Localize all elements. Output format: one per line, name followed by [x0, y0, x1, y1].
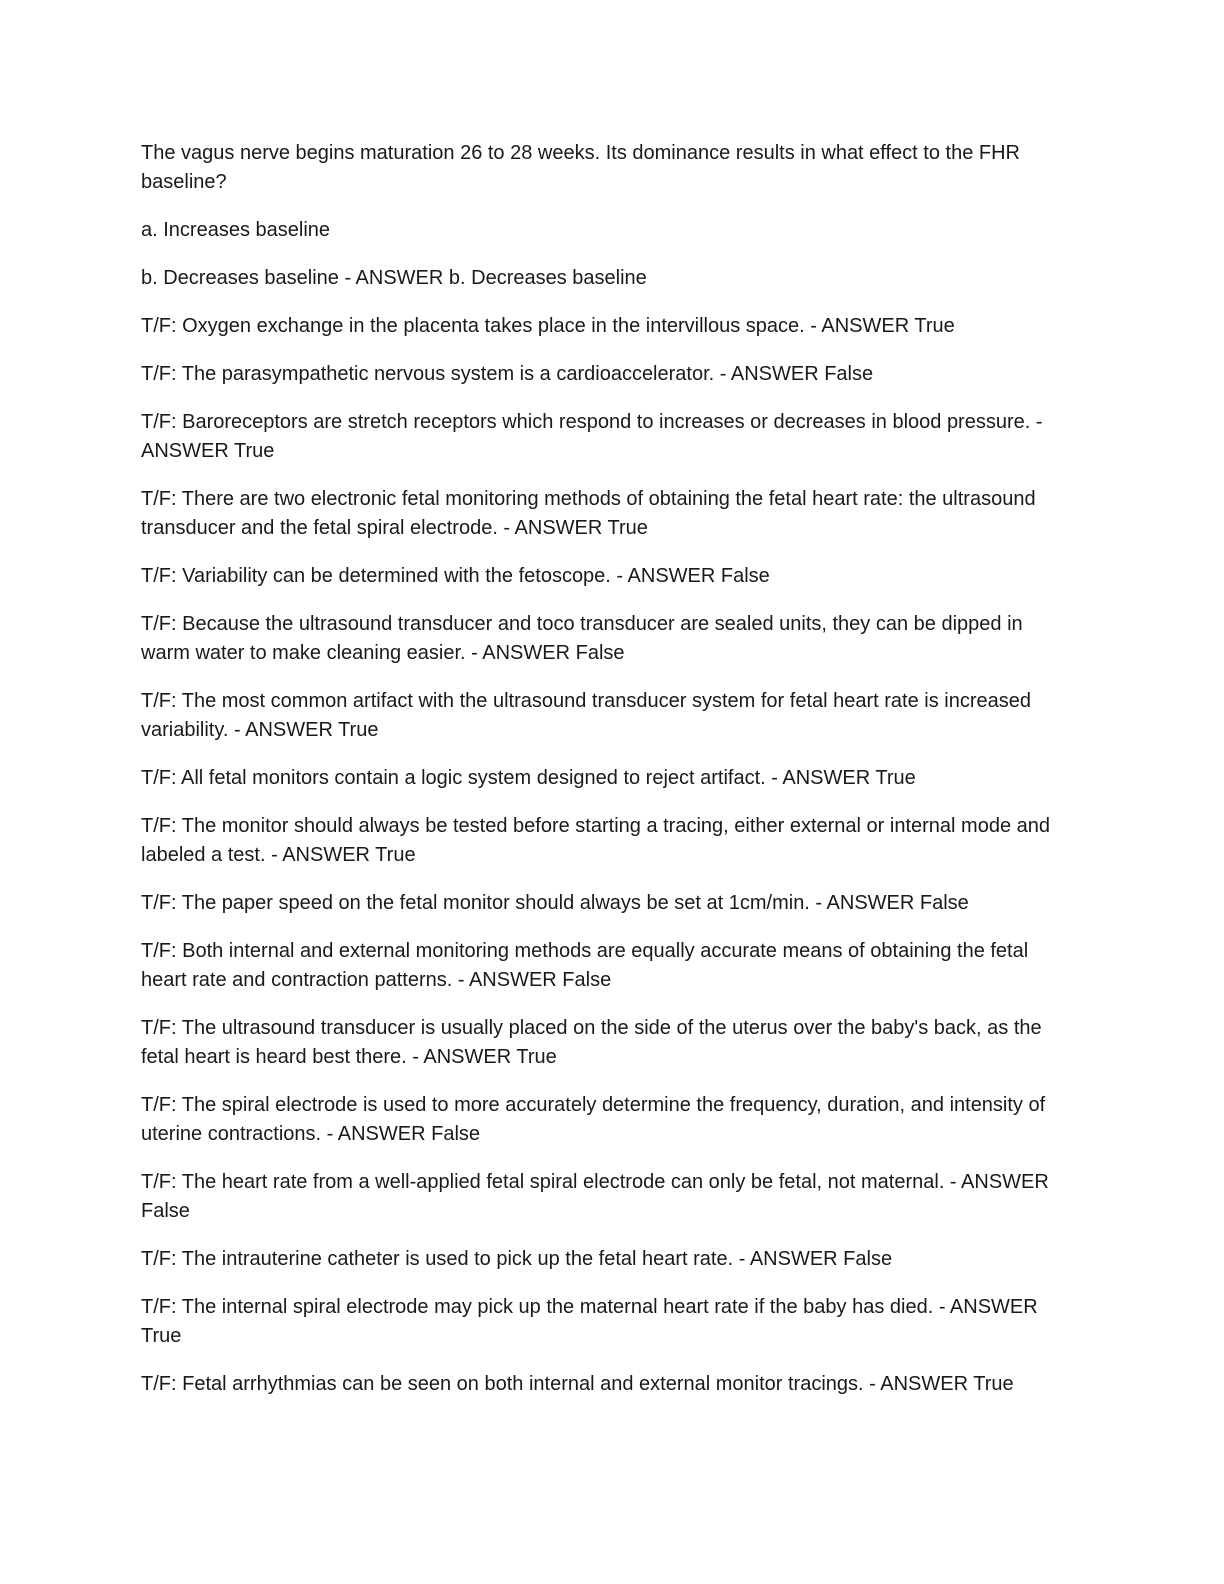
answer-option: b. Decreases baseline - ANSWER b. Decreases baseline [141, 267, 647, 289]
question-paragraph: T/F: The most common artifact with the ultrasound transducer system for fetal heart rate is increased variability. - ANSWER True [141, 690, 1031, 741]
question-paragraph: T/F: The paper speed on the fetal monitor should always be set at 1cm/min. - ANSWER False [141, 892, 969, 914]
question-paragraph: T/F: The internal spiral electrode may pick up the maternal heart rate if the baby has died. - ANSWER True [141, 1296, 1038, 1347]
question-paragraph: T/F: Variability can be determined with the fetoscope. - ANSWER False [141, 565, 770, 587]
question-paragraph: T/F: All fetal monitors contain a logic system designed to reject artifact. - ANSWER True [141, 767, 916, 789]
question-paragraph: T/F: The spiral electrode is used to more accurately determine the frequency, duration, and intensity of uterine contractions. - ANSWER False [141, 1094, 1046, 1145]
question-paragraph: The vagus nerve begins maturation 26 to 28 weeks. Its dominance results in what effect to the FHR baseline? [141, 142, 1020, 193]
question-paragraph: T/F: The intrauterine catheter is used to pick up the fetal heart rate. - ANSWER False [141, 1248, 893, 1270]
document-body [141, 139, 1076, 1418]
question-paragraph: T/F: The monitor should always be tested before starting a tracing, either external or internal mode and labeled a test. - ANSWER True [141, 815, 1051, 866]
question-paragraph: T/F: Fetal arrhythmias can be seen on both internal and external monitor tracings. - ANSWER True [141, 1373, 1014, 1395]
question-paragraph: T/F: The ultrasound transducer is usually placed on the side of the uterus over the baby's back, as the fetal heart is heard best there. - ANSWER True [141, 1017, 1042, 1068]
question-paragraph: T/F: The parasympathetic nervous system is a cardioaccelerator. - ANSWER False [141, 363, 874, 385]
question-paragraph: T/F: Because the ultrasound transducer and toco transducer are sealed units, they can be dipped in warm water to make cleaning easier. - ANSWER False [141, 613, 1023, 664]
answer-option: a. Increases baseline [141, 219, 331, 241]
question-paragraph: T/F: Oxygen exchange in the placenta takes place in the intervillous space. - ANSWER True [141, 315, 955, 337]
question-paragraph: T/F: Both internal and external monitoring methods are equally accurate means of obtaining the fetal heart rate and contraction patterns. - ANSWER False [141, 940, 1029, 991]
question-paragraph: T/F: Baroreceptors are stretch receptors which respond to increases or decreases in blood pressure. - ANSWER True [141, 411, 1043, 462]
question-paragraph: T/F: The heart rate from a well-applied fetal spiral electrode can only be fetal, not maternal. - ANSWER False [141, 1171, 1049, 1222]
question-paragraph: T/F: There are two electronic fetal monitoring methods of obtaining the fetal heart rate: the ultrasound transducer and the fetal spiral electrode. - ANSWER True [141, 488, 1036, 539]
